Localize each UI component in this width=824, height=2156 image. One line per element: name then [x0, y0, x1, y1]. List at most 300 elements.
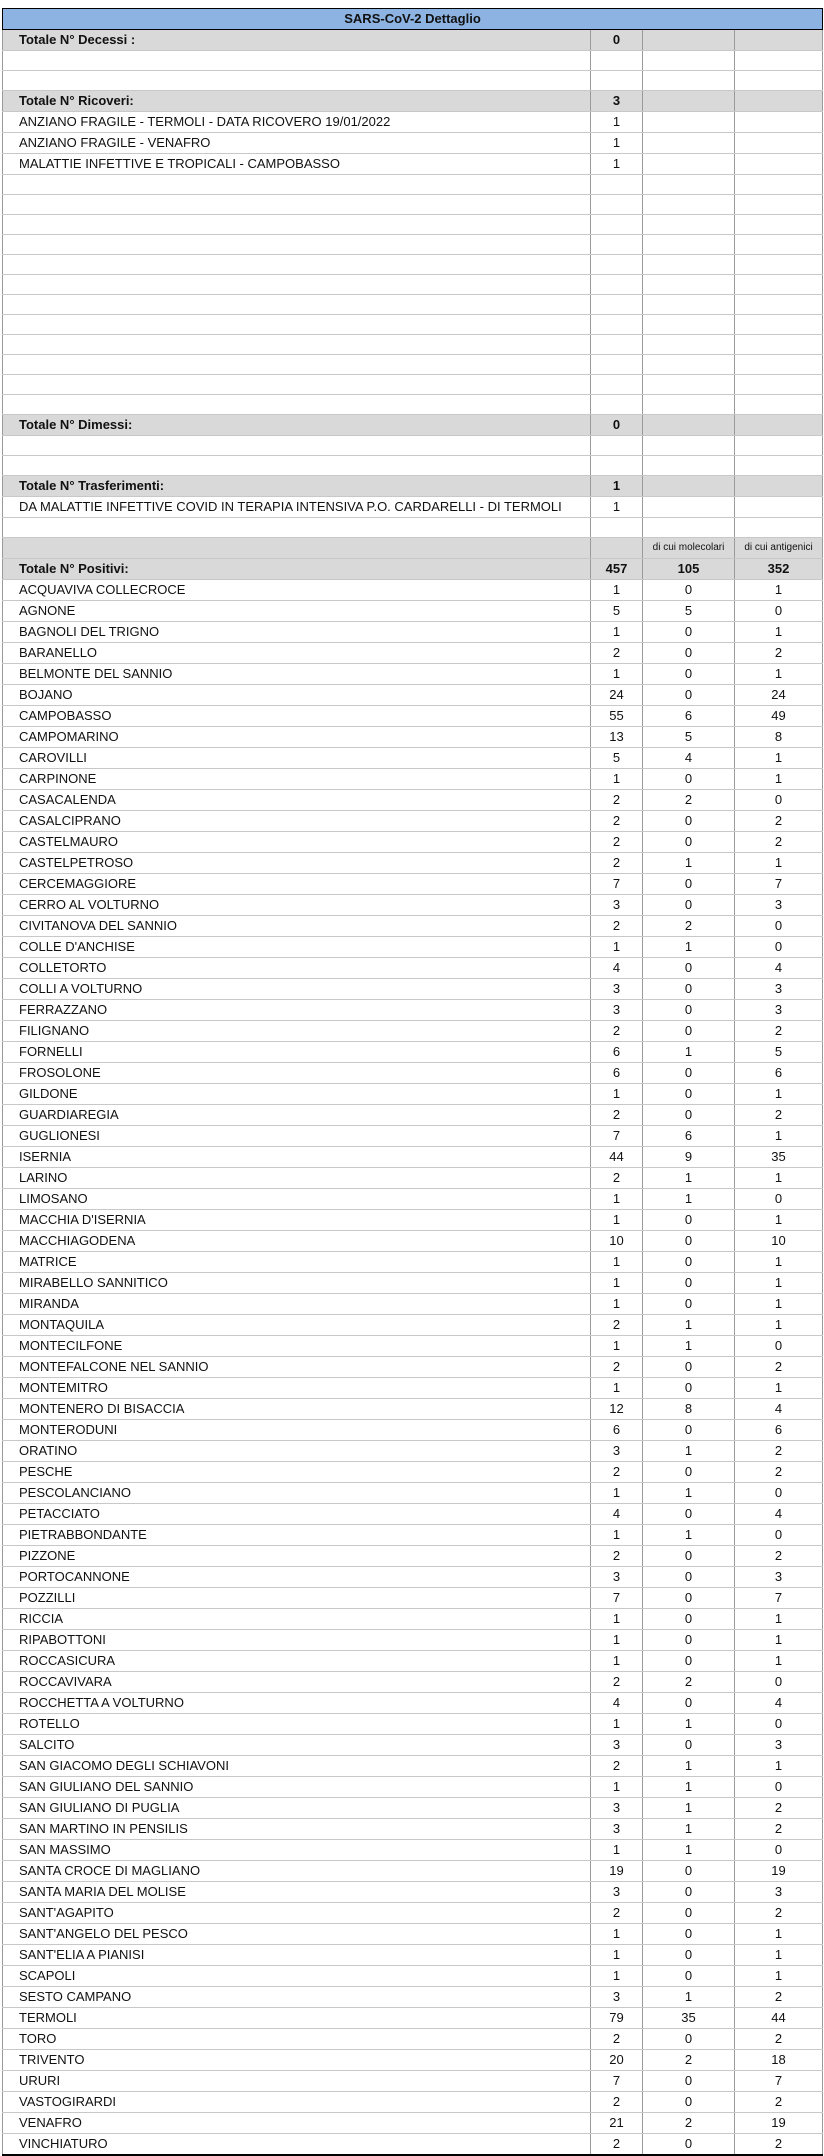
comune-total: 12 — [591, 1399, 643, 1420]
comune-total: 55 — [591, 706, 643, 727]
empty-row — [3, 71, 823, 91]
detail-table — [2, 8, 823, 2156]
comune-antigenici: 2 — [735, 832, 823, 853]
cell — [643, 315, 735, 335]
comune-row — [3, 1924, 823, 1945]
comune-row — [3, 1966, 823, 1987]
comune-name: COLLETORTO — [3, 958, 591, 979]
comune-total: 2 — [591, 916, 643, 937]
ricoveri-label: Totale N° Ricoveri: — [3, 91, 591, 112]
comune-antigenici: 0 — [735, 1672, 823, 1693]
comune-row — [3, 1273, 823, 1294]
empty-row — [3, 456, 823, 476]
cell — [3, 355, 591, 375]
cell — [735, 133, 823, 154]
comune-total: 1 — [591, 580, 643, 601]
cell — [735, 51, 823, 71]
comune-name: SAN GIACOMO DEGLI SCHIAVONI — [3, 1756, 591, 1777]
comune-total: 1 — [591, 1294, 643, 1315]
empty-row — [3, 295, 823, 315]
comune-row — [3, 1441, 823, 1462]
comune-name: MONTENERO DI BISACCIA — [3, 1399, 591, 1420]
comune-molecolari: 2 — [643, 2050, 735, 2071]
comune-molecolari: 1 — [643, 937, 735, 958]
comune-name: MACCHIAGODENA — [3, 1231, 591, 1252]
cell — [591, 355, 643, 375]
comune-name: CASALCIPRANO — [3, 811, 591, 832]
cell — [643, 375, 735, 395]
decessi-header-row — [3, 30, 823, 51]
comune-antigenici: 1 — [735, 1168, 823, 1189]
comune-molecolari: 0 — [643, 1357, 735, 1378]
comune-row — [3, 832, 823, 853]
comune-row — [3, 1462, 823, 1483]
comune-antigenici: 3 — [735, 979, 823, 1000]
comune-row — [3, 1588, 823, 1609]
ricoveri-row — [3, 133, 823, 154]
comune-total: 3 — [591, 1987, 643, 2008]
comune-antigenici: 3 — [735, 895, 823, 916]
decessi-total: 0 — [591, 30, 643, 51]
cell — [591, 275, 643, 295]
decessi-label: Totale N° Decessi : — [3, 30, 591, 51]
cell — [735, 375, 823, 395]
comune-row — [3, 1420, 823, 1441]
report-sheet — [2, 8, 822, 2156]
comune-name: CARPINONE — [3, 769, 591, 790]
cell — [643, 355, 735, 375]
comune-row — [3, 1525, 823, 1546]
comune-total: 2 — [591, 1315, 643, 1336]
comune-name: ROCCASICURA — [3, 1651, 591, 1672]
empty-row — [3, 335, 823, 355]
comune-name: BELMONTE DEL SANNIO — [3, 664, 591, 685]
comune-molecolari: 1 — [643, 1168, 735, 1189]
comune-antigenici: 7 — [735, 1588, 823, 1609]
comune-antigenici: 0 — [735, 1189, 823, 1210]
positivi-antigenici: 352 — [735, 559, 823, 580]
positivi-total: 457 — [591, 559, 643, 580]
comune-name: URURI — [3, 2071, 591, 2092]
comune-name: ROTELLO — [3, 1714, 591, 1735]
cell — [591, 538, 643, 559]
comune-total: 2 — [591, 1105, 643, 1126]
comune-total: 3 — [591, 1882, 643, 1903]
comune-row — [3, 937, 823, 958]
comune-row — [3, 1105, 823, 1126]
comune-antigenici: 2 — [735, 1987, 823, 2008]
comune-row — [3, 916, 823, 937]
comune-row — [3, 727, 823, 748]
comune-molecolari: 0 — [643, 1252, 735, 1273]
comune-total: 2 — [591, 1903, 643, 1924]
comune-molecolari: 0 — [643, 811, 735, 832]
cell — [591, 255, 643, 275]
comune-molecolari: 0 — [643, 664, 735, 685]
comune-antigenici: 2 — [735, 1357, 823, 1378]
comune-name: PIETRABBONDANTE — [3, 1525, 591, 1546]
comune-antigenici: 4 — [735, 1504, 823, 1525]
table-title-row — [3, 9, 823, 30]
comune-molecolari: 1 — [643, 1777, 735, 1798]
comune-molecolari: 0 — [643, 1504, 735, 1525]
empty-row — [3, 195, 823, 215]
comune-row — [3, 2008, 823, 2029]
comune-molecolari: 0 — [643, 1231, 735, 1252]
comune-total: 1 — [591, 1840, 643, 1861]
comune-name: MIRABELLO SANNITICO — [3, 1273, 591, 1294]
cell — [643, 436, 735, 456]
comune-total: 1 — [591, 1336, 643, 1357]
comune-row — [3, 1798, 823, 1819]
comune-molecolari: 0 — [643, 1378, 735, 1399]
comune-name: MONTEFALCONE NEL SANNIO — [3, 1357, 591, 1378]
comune-total: 3 — [591, 895, 643, 916]
cell — [735, 154, 823, 175]
comune-row — [3, 1189, 823, 1210]
dimessi-label: Totale N° Dimessi: — [3, 415, 591, 436]
comune-antigenici: 0 — [735, 1483, 823, 1504]
detail-table-body — [3, 9, 823, 2156]
cell — [591, 51, 643, 71]
comune-antigenici: 1 — [735, 1084, 823, 1105]
comune-name: CIVITANOVA DEL SANNIO — [3, 916, 591, 937]
comune-name: MIRANDA — [3, 1294, 591, 1315]
cell — [591, 295, 643, 315]
comune-antigenici: 1 — [735, 1651, 823, 1672]
comune-molecolari: 0 — [643, 1945, 735, 1966]
comune-total: 2 — [591, 1168, 643, 1189]
comune-molecolari: 0 — [643, 1294, 735, 1315]
cell — [643, 395, 735, 415]
cell — [3, 518, 591, 538]
cell — [643, 456, 735, 476]
comune-molecolari: 0 — [643, 1105, 735, 1126]
comune-total: 2 — [591, 832, 643, 853]
comune-row — [3, 769, 823, 790]
comune-molecolari: 0 — [643, 958, 735, 979]
comune-total: 7 — [591, 874, 643, 895]
comune-antigenici: 2 — [735, 1462, 823, 1483]
comune-antigenici: 1 — [735, 748, 823, 769]
comune-molecolari: 0 — [643, 1966, 735, 1987]
comune-total: 1 — [591, 1483, 643, 1504]
comune-row — [3, 1126, 823, 1147]
cell — [643, 30, 735, 51]
ricoveri-item-value: 1 — [591, 154, 643, 175]
comune-total: 1 — [591, 1714, 643, 1735]
comune-name: SESTO CAMPANO — [3, 1987, 591, 2008]
empty-row — [3, 375, 823, 395]
cell — [735, 476, 823, 497]
comune-name: SANT'ANGELO DEL PESCO — [3, 1924, 591, 1945]
comune-name: VENAFRO — [3, 2113, 591, 2134]
comune-molecolari: 0 — [643, 1273, 735, 1294]
comune-name: ACQUAVIVA COLLECROCE — [3, 580, 591, 601]
cell — [3, 51, 591, 71]
empty-row — [3, 175, 823, 195]
comune-antigenici: 49 — [735, 706, 823, 727]
cell — [3, 175, 591, 195]
empty-row — [3, 275, 823, 295]
comune-molecolari: 0 — [643, 979, 735, 1000]
comune-total: 3 — [591, 1441, 643, 1462]
comune-row — [3, 1063, 823, 1084]
comune-name: CAMPOBASSO — [3, 706, 591, 727]
comune-name: FORNELLI — [3, 1042, 591, 1063]
comune-molecolari: 0 — [643, 1630, 735, 1651]
comune-total: 1 — [591, 1630, 643, 1651]
comune-row — [3, 685, 823, 706]
comune-total: 2 — [591, 1756, 643, 1777]
comune-molecolari: 1 — [643, 1483, 735, 1504]
comune-antigenici: 1 — [735, 769, 823, 790]
trasferimenti-item-name: DA MALATTIE INFETTIVE COVID IN TERAPIA INTENSIVA P.O. CARDARELLI - DI TERMOLI — [3, 497, 591, 518]
empty-row — [3, 436, 823, 456]
comune-total: 1 — [591, 1378, 643, 1399]
cell — [3, 215, 591, 235]
comune-molecolari: 0 — [643, 1861, 735, 1882]
comune-antigenici: 2 — [735, 643, 823, 664]
cell — [735, 456, 823, 476]
comune-row — [3, 895, 823, 916]
comune-molecolari: 1 — [643, 1042, 735, 1063]
trasferimenti-label: Totale N° Trasferimenti: — [3, 476, 591, 497]
empty-row — [3, 215, 823, 235]
comune-total: 2 — [591, 2134, 643, 2156]
comune-name: SAN MASSIMO — [3, 1840, 591, 1861]
cell — [591, 315, 643, 335]
comune-molecolari: 1 — [643, 1525, 735, 1546]
comune-name: SAN MARTINO IN PENSILIS — [3, 1819, 591, 1840]
comune-name: GUGLIONESI — [3, 1126, 591, 1147]
comune-molecolari: 9 — [643, 1147, 735, 1168]
cell — [735, 71, 823, 91]
comune-row — [3, 1378, 823, 1399]
comune-name: FILIGNANO — [3, 1021, 591, 1042]
comune-antigenici: 35 — [735, 1147, 823, 1168]
comune-row — [3, 1861, 823, 1882]
comune-molecolari: 1 — [643, 1441, 735, 1462]
cell — [643, 235, 735, 255]
comune-row — [3, 1693, 823, 1714]
cell — [735, 30, 823, 51]
comune-row — [3, 811, 823, 832]
comune-name: VASTOGIRARDI — [3, 2092, 591, 2113]
comune-name: SAN GIULIANO DI PUGLIA — [3, 1798, 591, 1819]
comune-name: SALCITO — [3, 1735, 591, 1756]
comune-molecolari: 35 — [643, 2008, 735, 2029]
comune-total: 1 — [591, 1651, 643, 1672]
comune-row — [3, 790, 823, 811]
comune-total: 1 — [591, 1945, 643, 1966]
comune-total: 1 — [591, 1924, 643, 1945]
comune-antigenici: 1 — [735, 1252, 823, 1273]
comune-total: 3 — [591, 1735, 643, 1756]
comune-antigenici: 1 — [735, 1126, 823, 1147]
comune-row — [3, 1084, 823, 1105]
comune-name: CAMPOMARINO — [3, 727, 591, 748]
comune-molecolari: 0 — [643, 874, 735, 895]
comune-row — [3, 1987, 823, 2008]
comune-molecolari: 0 — [643, 1084, 735, 1105]
comune-molecolari: 0 — [643, 580, 735, 601]
cell — [3, 456, 591, 476]
comune-antigenici: 4 — [735, 1399, 823, 1420]
comune-antigenici: 19 — [735, 1861, 823, 1882]
comune-total: 2 — [591, 1672, 643, 1693]
comune-row — [3, 1882, 823, 1903]
comune-total: 20 — [591, 2050, 643, 2071]
comune-total: 1 — [591, 1252, 643, 1273]
cell — [643, 518, 735, 538]
comune-total: 2 — [591, 790, 643, 811]
trasferimenti-header-row — [3, 476, 823, 497]
comune-name: POZZILLI — [3, 1588, 591, 1609]
comune-total: 3 — [591, 1819, 643, 1840]
comune-antigenici: 8 — [735, 727, 823, 748]
dimessi-header-row — [3, 415, 823, 436]
comune-molecolari: 0 — [643, 1420, 735, 1441]
comune-molecolari: 0 — [643, 1462, 735, 1483]
comune-name: SAN GIULIANO DEL SANNIO — [3, 1777, 591, 1798]
ricoveri-row — [3, 154, 823, 175]
comune-antigenici: 1 — [735, 1756, 823, 1777]
comune-name: SANT'AGAPITO — [3, 1903, 591, 1924]
comune-total: 19 — [591, 1861, 643, 1882]
comune-antigenici: 0 — [735, 1525, 823, 1546]
comune-antigenici: 2 — [735, 1819, 823, 1840]
comune-row — [3, 1252, 823, 1273]
cell — [643, 154, 735, 175]
cell — [3, 255, 591, 275]
cell — [643, 497, 735, 518]
comune-total: 7 — [591, 1126, 643, 1147]
comune-molecolari: 2 — [643, 2113, 735, 2134]
comune-antigenici: 2 — [735, 1903, 823, 1924]
comune-antigenici: 1 — [735, 622, 823, 643]
cell — [643, 255, 735, 275]
comune-row — [3, 643, 823, 664]
cell — [3, 71, 591, 91]
comune-row — [3, 1000, 823, 1021]
cell — [735, 195, 823, 215]
comune-name: SCAPOLI — [3, 1966, 591, 1987]
comune-antigenici: 1 — [735, 664, 823, 685]
comune-name: CERCEMAGGIORE — [3, 874, 591, 895]
comune-antigenici: 2 — [735, 1021, 823, 1042]
sub-molecolari-label: di cui molecolari — [643, 538, 735, 559]
comune-total: 2 — [591, 811, 643, 832]
comune-total: 1 — [591, 1777, 643, 1798]
cell — [643, 51, 735, 71]
comune-antigenici: 0 — [735, 1840, 823, 1861]
comune-row — [3, 1147, 823, 1168]
comune-total: 6 — [591, 1420, 643, 1441]
cell — [735, 295, 823, 315]
comune-total: 3 — [591, 979, 643, 1000]
comune-row — [3, 1714, 823, 1735]
comune-molecolari: 0 — [643, 2071, 735, 2092]
comune-molecolari: 0 — [643, 895, 735, 916]
comune-total: 1 — [591, 1189, 643, 1210]
comune-total: 2 — [591, 643, 643, 664]
comune-name: FERRAZZANO — [3, 1000, 591, 1021]
comune-row — [3, 2092, 823, 2113]
comune-molecolari: 0 — [643, 1609, 735, 1630]
comune-name: RICCIA — [3, 1609, 591, 1630]
comune-name: MONTERODUNI — [3, 1420, 591, 1441]
comune-name: ROCCHETTA A VOLTURNO — [3, 1693, 591, 1714]
cell — [591, 518, 643, 538]
comune-name: PETACCIATO — [3, 1504, 591, 1525]
cell — [3, 295, 591, 315]
trasferimenti-total: 1 — [591, 476, 643, 497]
comune-row — [3, 1672, 823, 1693]
ricoveri-item-value: 1 — [591, 133, 643, 154]
comune-molecolari: 2 — [643, 790, 735, 811]
comune-antigenici: 1 — [735, 1210, 823, 1231]
cell — [3, 436, 591, 456]
sub-antigenici-label: di cui antigenici — [735, 538, 823, 559]
comune-name: VINCHIATURO — [3, 2134, 591, 2156]
comune-name: TERMOLI — [3, 2008, 591, 2029]
comune-row — [3, 1210, 823, 1231]
comune-molecolari: 1 — [643, 853, 735, 874]
comune-row — [3, 1504, 823, 1525]
cell — [3, 235, 591, 255]
cell — [735, 215, 823, 235]
cell — [735, 395, 823, 415]
comune-antigenici: 24 — [735, 685, 823, 706]
comune-total: 13 — [591, 727, 643, 748]
cell — [3, 395, 591, 415]
comune-name: LARINO — [3, 1168, 591, 1189]
comune-name: SANTA MARIA DEL MOLISE — [3, 1882, 591, 1903]
cell — [591, 235, 643, 255]
comune-total: 10 — [591, 1231, 643, 1252]
cell — [643, 91, 735, 112]
comune-name: FROSOLONE — [3, 1063, 591, 1084]
comune-name: GUARDIAREGIA — [3, 1105, 591, 1126]
comune-row — [3, 1735, 823, 1756]
comune-antigenici: 1 — [735, 1630, 823, 1651]
comune-row — [3, 580, 823, 601]
comune-molecolari: 0 — [643, 1000, 735, 1021]
cell — [591, 456, 643, 476]
comune-row — [3, 1336, 823, 1357]
cell — [591, 375, 643, 395]
comune-antigenici: 2 — [735, 1441, 823, 1462]
cell — [643, 295, 735, 315]
comune-row — [3, 1903, 823, 1924]
comune-name: GILDONE — [3, 1084, 591, 1105]
comune-total: 6 — [591, 1063, 643, 1084]
comune-total: 5 — [591, 748, 643, 769]
comune-antigenici: 1 — [735, 580, 823, 601]
comune-molecolari: 0 — [643, 1924, 735, 1945]
comune-antigenici: 19 — [735, 2113, 823, 2134]
cell — [735, 112, 823, 133]
empty-row — [3, 51, 823, 71]
comune-antigenici: 1 — [735, 853, 823, 874]
comune-antigenici: 2 — [735, 1546, 823, 1567]
cell — [643, 335, 735, 355]
cell — [735, 497, 823, 518]
cell — [643, 133, 735, 154]
comune-row — [3, 1630, 823, 1651]
comune-total: 4 — [591, 1693, 643, 1714]
